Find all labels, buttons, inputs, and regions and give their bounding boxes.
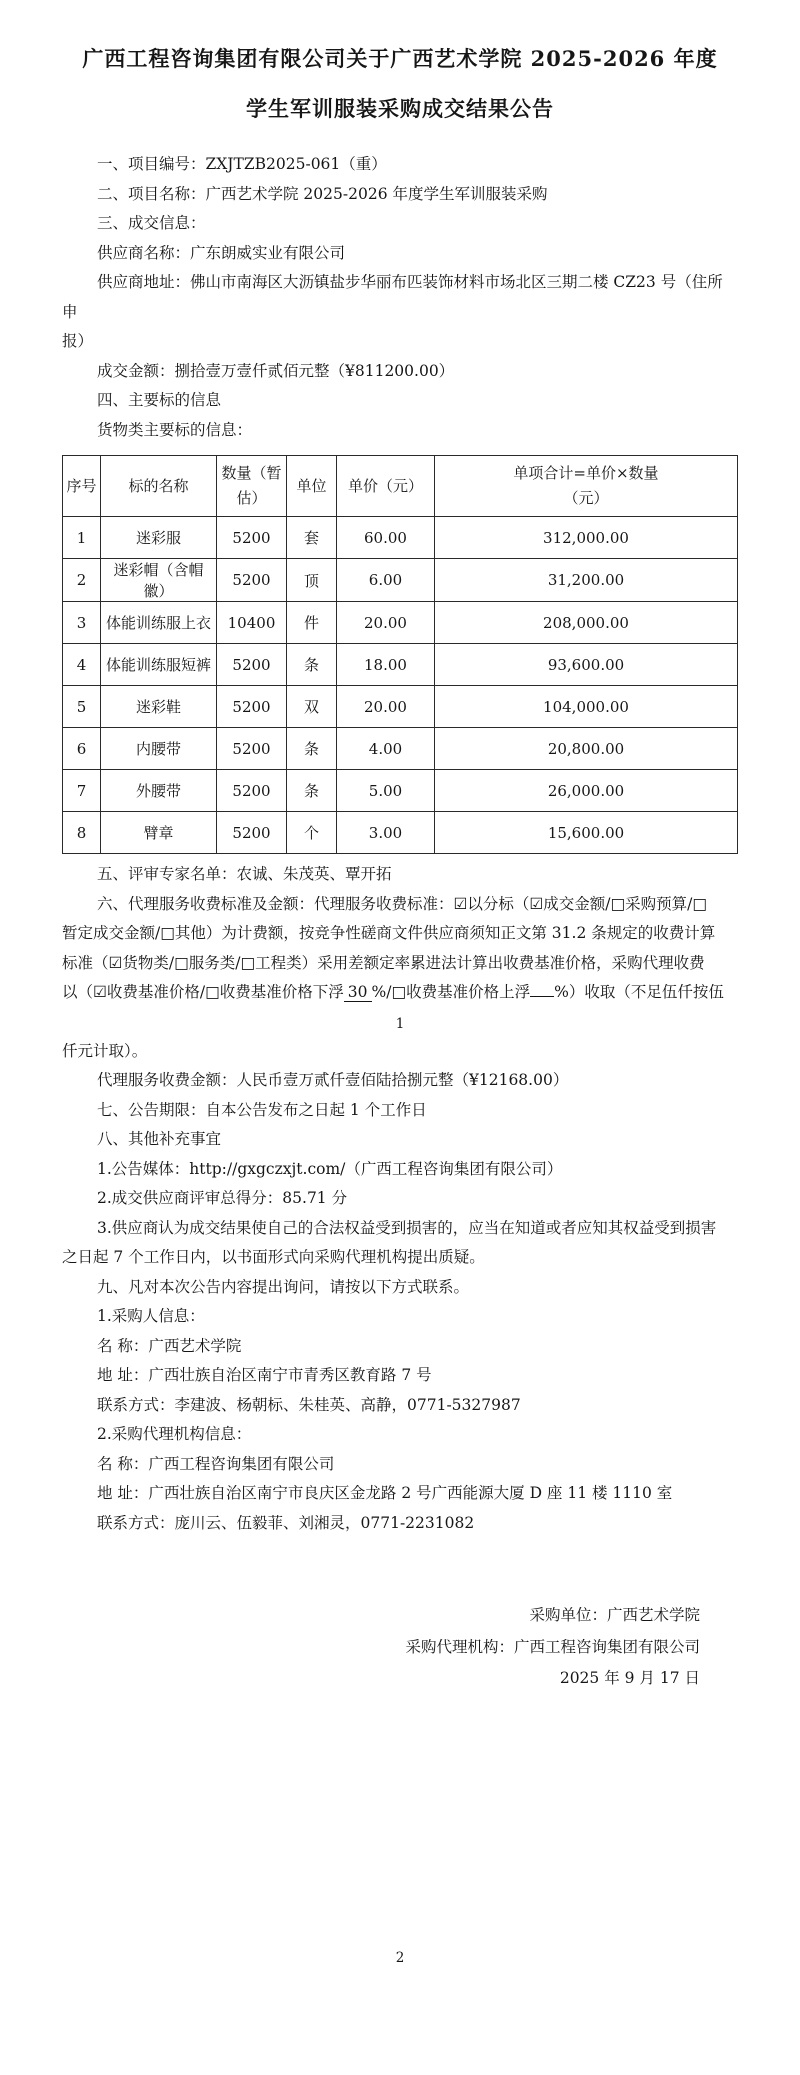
cell-unit: 个 — [287, 812, 337, 854]
project-name: 二、项目名称：广西艺术学院 2025-2026 年度学生军训服装采购 — [97, 184, 548, 203]
fee-standard-line3: 标准（☑货物类/□服务类/□工程类）采用差额定率累进法计算出收费基准价格，采购代理收费 — [62, 953, 705, 972]
purchaser-address: 地 址：广西壮族自治区南宁市青秀区教育路 7 号 — [97, 1366, 432, 1384]
cell-total: 93,600.00 — [435, 644, 738, 686]
announcement-media-suffix: （广西工程咨询集团有限公司） — [345, 1159, 563, 1178]
page-title — [62, 34, 738, 134]
col-header-total-line1: 单项合计=单价×数量 — [513, 464, 659, 482]
agency-address: 地 址：广西壮族自治区南宁市良庆区金龙路 2 号广西能源大厦 D 座 11 楼 1110 室 — [97, 1484, 673, 1502]
announcement-url[interactable]: http://gxgczxjt.com/ — [189, 1159, 346, 1178]
supplier-address-line2: 报） — [62, 332, 94, 350]
cell-qty: 5200 — [217, 728, 287, 770]
cell-unit: 顶 — [287, 559, 337, 602]
cell-name: 臂章 — [101, 812, 217, 854]
table-row — [63, 728, 738, 770]
cell-seq: 1 — [63, 517, 101, 559]
main-subject-heading: 四、主要标的信息 — [97, 391, 222, 409]
col-header-qty: 数量（暂估） — [217, 456, 287, 517]
notice-period: 七、公告期限：自本公告发布之日起 1 个工作日 — [97, 1100, 427, 1119]
supplier-name: 供应商名称：广东朗威实业有限公司 — [97, 243, 346, 262]
fee-standard-line1: 六、代理服务收费标准及金额：代理服务收费标准：☑以分标（☑成交金额/□采购预算/□ — [97, 894, 708, 913]
cell-unit: 件 — [287, 602, 337, 644]
fee-amount: 代理服务收费金额：人民币壹万贰仟壹佰陆拾捌元整（¥12168.00） — [97, 1071, 569, 1089]
purchaser-info-heading: 1.采购人信息： — [97, 1307, 205, 1325]
col-header-seq: 序号 — [63, 456, 101, 517]
cell-seq: 7 — [63, 770, 101, 812]
contact-heading: 九、凡对本次公告内容提出询问，请按以下方式联系。 — [97, 1277, 470, 1296]
deal-amount: 成交金额：捌拾壹万壹仟贰佰元整（¥811200.00） — [97, 361, 455, 380]
cell-name: 迷彩帽（含帽徽） — [101, 559, 217, 602]
cell-unit: 条 — [287, 728, 337, 770]
objection-notice-line2: 之日起 7 个工作日内，以书面形式向采购代理机构提出质疑。 — [62, 1248, 485, 1266]
col-header-price: 单价（元） — [337, 456, 435, 517]
cell-total: 15,600.00 — [435, 812, 738, 854]
cell-total: 104,000.00 — [435, 686, 738, 728]
cell-total: 26,000.00 — [435, 770, 738, 812]
cell-qty: 10400 — [217, 602, 287, 644]
cell-unit: 条 — [287, 644, 337, 686]
cell-unit: 条 — [287, 770, 337, 812]
document-page — [0, 34, 800, 1969]
signoff-block — [62, 1600, 738, 1695]
cell-unit: 套 — [287, 517, 337, 559]
cell-total: 20,800.00 — [435, 728, 738, 770]
cell-qty: 5200 — [217, 686, 287, 728]
fee-upfloat-blank — [530, 983, 554, 997]
table-row — [63, 812, 738, 854]
cell-price: 4.00 — [337, 728, 435, 770]
table-row — [63, 644, 738, 686]
review-score: 2.成交供应商评审总得分：85.71 分 — [97, 1189, 348, 1207]
col-header-total — [435, 456, 738, 517]
page-number-1: 1 — [395, 1015, 405, 1032]
table-row — [63, 770, 738, 812]
cell-name: 迷彩服 — [101, 517, 217, 559]
title-line-1: 广西工程咨询集团有限公司关于广西艺术学院 2025-2026 年度 — [82, 46, 718, 71]
page-number-2: 2 — [395, 1949, 405, 1966]
cell-qty: 5200 — [217, 770, 287, 812]
project-number: 一、项目编号：ZXJTZB2025-061（重） — [97, 155, 387, 173]
deal-info-heading: 三、成交信息： — [97, 214, 206, 232]
table-header-row — [63, 456, 738, 517]
cell-total: 31,200.00 — [435, 559, 738, 602]
cell-qty: 5200 — [217, 644, 287, 686]
objection-notice-line1: 3.供应商认为成交结果使自己的合法权益受到损害的，应当在知道或者应知其权益受到损害 — [97, 1218, 717, 1237]
fee-line4-text-b: %/□收费基准价格上浮 — [371, 983, 531, 1001]
fee-discount-value: 30 — [344, 983, 372, 1002]
experts-list: 五、评审专家名单：农诚、朱茂英、覃开拓 — [97, 865, 392, 883]
fee-line4-text-a: 以（☑收费基准价格/□收费基准价格下浮 — [62, 983, 344, 1001]
cell-price: 5.00 — [337, 770, 435, 812]
signoff-purchaser: 采购单位：广西艺术学院 — [529, 1606, 700, 1624]
signoff-date: 2025 年 9 月 17 日 — [559, 1669, 700, 1687]
col-header-unit: 单位 — [287, 456, 337, 517]
cell-seq: 5 — [63, 686, 101, 728]
cell-seq: 8 — [63, 812, 101, 854]
table-row — [63, 602, 738, 644]
announcement-media — [62, 1155, 738, 1185]
other-matters-heading: 八、其他补充事宜 — [97, 1130, 222, 1148]
fee-standard-line5: 仟元计取）。 — [62, 1041, 148, 1060]
supplier-address-line1: 供应商地址：佛山市南海区大沥镇盐步华丽布匹装饰材料市场北区三期二楼 CZ23 号（住所申 — [62, 273, 723, 321]
cell-seq: 6 — [63, 728, 101, 770]
announcement-media-label: 1.公告媒体： — [97, 1159, 190, 1178]
purchaser-contact: 联系方式：李建波、杨朝标、朱桂英、高静，0771-5327987 — [97, 1395, 521, 1414]
agency-info-heading: 2.采购代理机构信息： — [97, 1425, 252, 1443]
cell-qty: 5200 — [217, 559, 287, 602]
cell-seq: 2 — [63, 559, 101, 602]
cell-price: 20.00 — [337, 686, 435, 728]
cell-seq: 4 — [63, 644, 101, 686]
cell-total: 208,000.00 — [435, 602, 738, 644]
col-header-total-line2: （元） — [563, 489, 609, 507]
signoff-agency: 采购代理机构：广西工程咨询集团有限公司 — [405, 1637, 700, 1656]
cell-price: 20.00 — [337, 602, 435, 644]
cell-price: 6.00 — [337, 559, 435, 602]
agency-name: 名 称：广西工程咨询集团有限公司 — [97, 1454, 335, 1473]
purchaser-name: 名 称：广西艺术学院 — [97, 1336, 242, 1355]
cell-price: 60.00 — [337, 517, 435, 559]
table-row — [63, 517, 738, 559]
table-row — [63, 686, 738, 728]
agency-contact: 联系方式：庞川云、伍毅菲、刘湘灵，0771-2231082 — [97, 1513, 475, 1532]
col-header-name: 标的名称 — [101, 456, 217, 517]
goods-heading: 货物类主要标的信息： — [97, 420, 253, 439]
cell-name: 体能训练服上衣 — [101, 602, 217, 644]
cell-total: 312,000.00 — [435, 517, 738, 559]
title-line-2: 学生军训服装采购成交结果公告 — [246, 96, 554, 121]
fee-standard-line4 — [62, 978, 738, 1008]
cell-price: 3.00 — [337, 812, 435, 854]
cell-qty: 5200 — [217, 812, 287, 854]
cell-name: 外腰带 — [101, 770, 217, 812]
cell-qty: 5200 — [217, 517, 287, 559]
fee-line4-text-c: %）收取（不足伍仟按伍 — [554, 983, 724, 1001]
goods-table — [62, 455, 738, 854]
table-row — [63, 559, 738, 602]
cell-unit: 双 — [287, 686, 337, 728]
cell-name: 内腰带 — [101, 728, 217, 770]
fee-standard-line2: 暂定成交金额/□其他）为计费额，按竞争性磋商文件供应商须知正文第 31.2 条规定的收费计算 — [62, 924, 716, 942]
cell-price: 18.00 — [337, 644, 435, 686]
cell-name: 体能训练服短裤 — [101, 644, 217, 686]
cell-seq: 3 — [63, 602, 101, 644]
cell-name: 迷彩鞋 — [101, 686, 217, 728]
